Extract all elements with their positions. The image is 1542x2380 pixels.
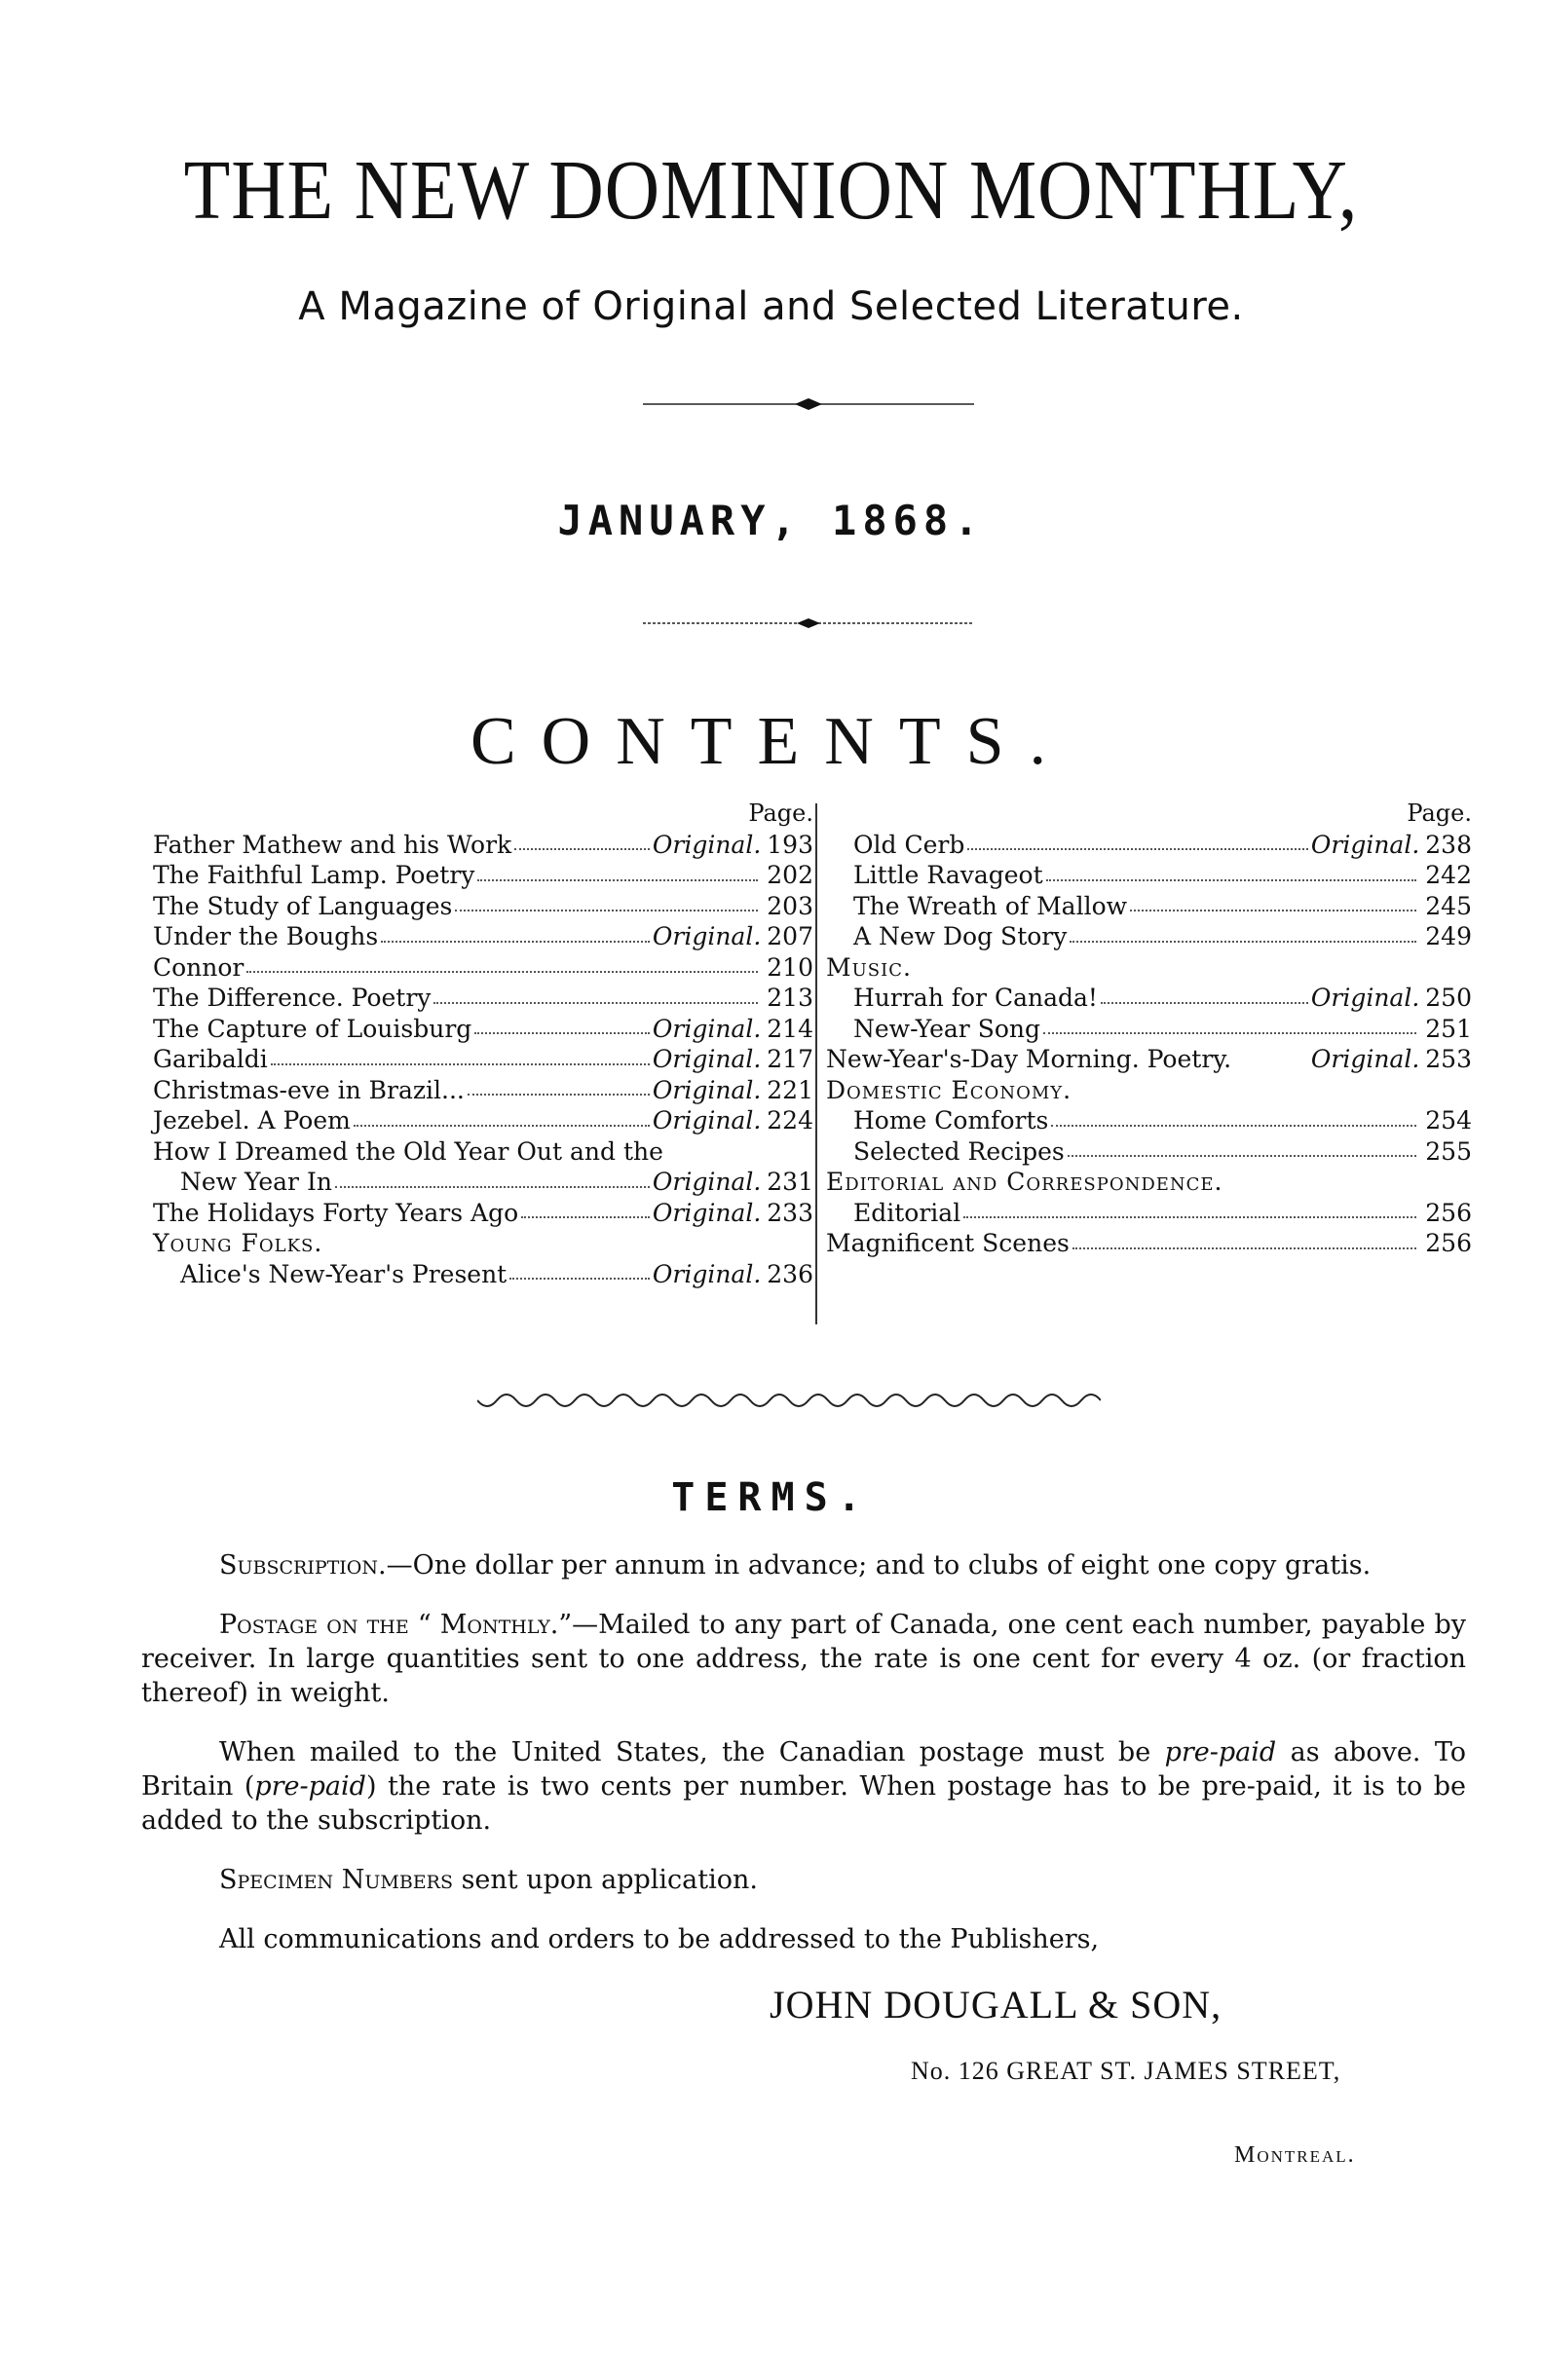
terms-heading: TERMS.: [671, 1475, 871, 1520]
toc-entry: The Holidays Forty Years Ago Original. 233: [153, 1198, 813, 1227]
contents-left-column: [153, 799, 813, 1289]
toc-entry: Hurrah for Canada! Original. 250: [853, 984, 1472, 1012]
toc-entry: The Difference. Poetry 213: [153, 984, 813, 1012]
toc-entry: Old Cerb Original. 238: [853, 830, 1472, 859]
toc-entry-continuation: New Year In Original. 231: [180, 1168, 813, 1196]
toc-entry: Christmas-eve in Brazil... Original. 221: [153, 1075, 813, 1104]
contents-right-column: [826, 799, 1472, 1259]
toc-entry: Magnificent Scenes 256: [826, 1229, 1472, 1257]
toc-section-heading: Editorial and Correspondence.: [826, 1168, 1223, 1196]
subscription-paragraph: Subscription.—One dollar per annum in advance; and to clubs of eight one copy gratis.: [219, 1550, 1372, 1580]
toc-entry: Alice's New-Year's Present Original. 236: [180, 1259, 813, 1288]
postage-paragraph: Postage on the “ Monthly.”—Mailed to any part of Canada, one cent each number, payable by receiver. In large quantities sent to one address, the rate is one cent for every 4 oz. (or fraction thereof) in weight.: [141, 1610, 1466, 1708]
magazine-title: THE NEW DOMINION MONTHLY,: [183, 141, 1359, 238]
publisher-address: No. 126 GREAT ST. JAMES STREET,: [911, 2057, 1341, 2085]
toc-entry: Father Mathew and his Work Original. 193: [153, 830, 813, 859]
toc-entry: Under the Boughs Original. 207: [153, 922, 813, 950]
magazine-subtitle: A Magazine of Original and Selected Literature.: [298, 284, 1244, 329]
communications-paragraph: All communications and orders to be addressed to the Publishers,: [219, 1924, 1100, 1954]
toc-entry: The Capture of Louisburg Original. 214: [153, 1014, 813, 1043]
toc-entry: New-Year Song 251: [853, 1014, 1472, 1043]
toc-entry: Garibaldi Original. 217: [153, 1045, 813, 1073]
toc-entry: Connor 210: [153, 952, 813, 982]
page-column-label: Page.: [748, 800, 813, 827]
toc-entry: New-Year's-Day Morning. Poetry. Original. 253: [826, 1045, 1472, 1073]
toc-section-heading: Young Folks.: [153, 1229, 323, 1257]
wavy-divider: [477, 1393, 1101, 1416]
page-column-label: Page.: [1407, 800, 1472, 827]
column-divider: [815, 803, 817, 1324]
toc-entry: A New Dog Story 249: [853, 922, 1472, 950]
toc-entry: Editorial 256: [853, 1198, 1472, 1227]
toc-entry: The Wreath of Mallow 245: [853, 891, 1472, 920]
toc-entry-first-line: How I Dreamed the Old Year Out and the: [153, 1136, 663, 1166]
toc-section-heading: Music.: [826, 952, 912, 982]
issue-date: JANUARY, 1868.: [557, 497, 985, 544]
terms-body: [141, 1548, 1466, 1982]
toc-entry: Selected Recipes 255: [853, 1136, 1472, 1166]
toc-entry: Little Ravageot 242: [853, 861, 1472, 889]
contents-heading: CONTENTS.: [470, 704, 1072, 779]
publisher-name: JOHN DOUGALL & SON,: [770, 1983, 1222, 2027]
toc-section-heading: Domestic Economy.: [826, 1075, 1072, 1104]
toc-entry: Jezebel. A Poem Original. 224: [153, 1106, 813, 1134]
toc-entry: The Study of Languages 203: [153, 891, 813, 920]
us-postage-paragraph: When mailed to the United States, the Canadian postage must be pre-paid as above. To Britain (pre-paid) the rate is two cents per number. When postage has to be pre-paid, it is to be added to the subscription.: [141, 1737, 1466, 1836]
toc-entry: The Faithful Lamp. Poetry 202: [153, 861, 813, 889]
ornament-rule-bottom: [643, 614, 974, 633]
publisher-city: Montreal.: [1234, 2142, 1356, 2168]
specimen-paragraph: Specimen Numbers sent upon application.: [219, 1865, 758, 1895]
ornament-rule-top: [643, 394, 974, 414]
toc-entry: Home Comforts 254: [853, 1106, 1472, 1134]
